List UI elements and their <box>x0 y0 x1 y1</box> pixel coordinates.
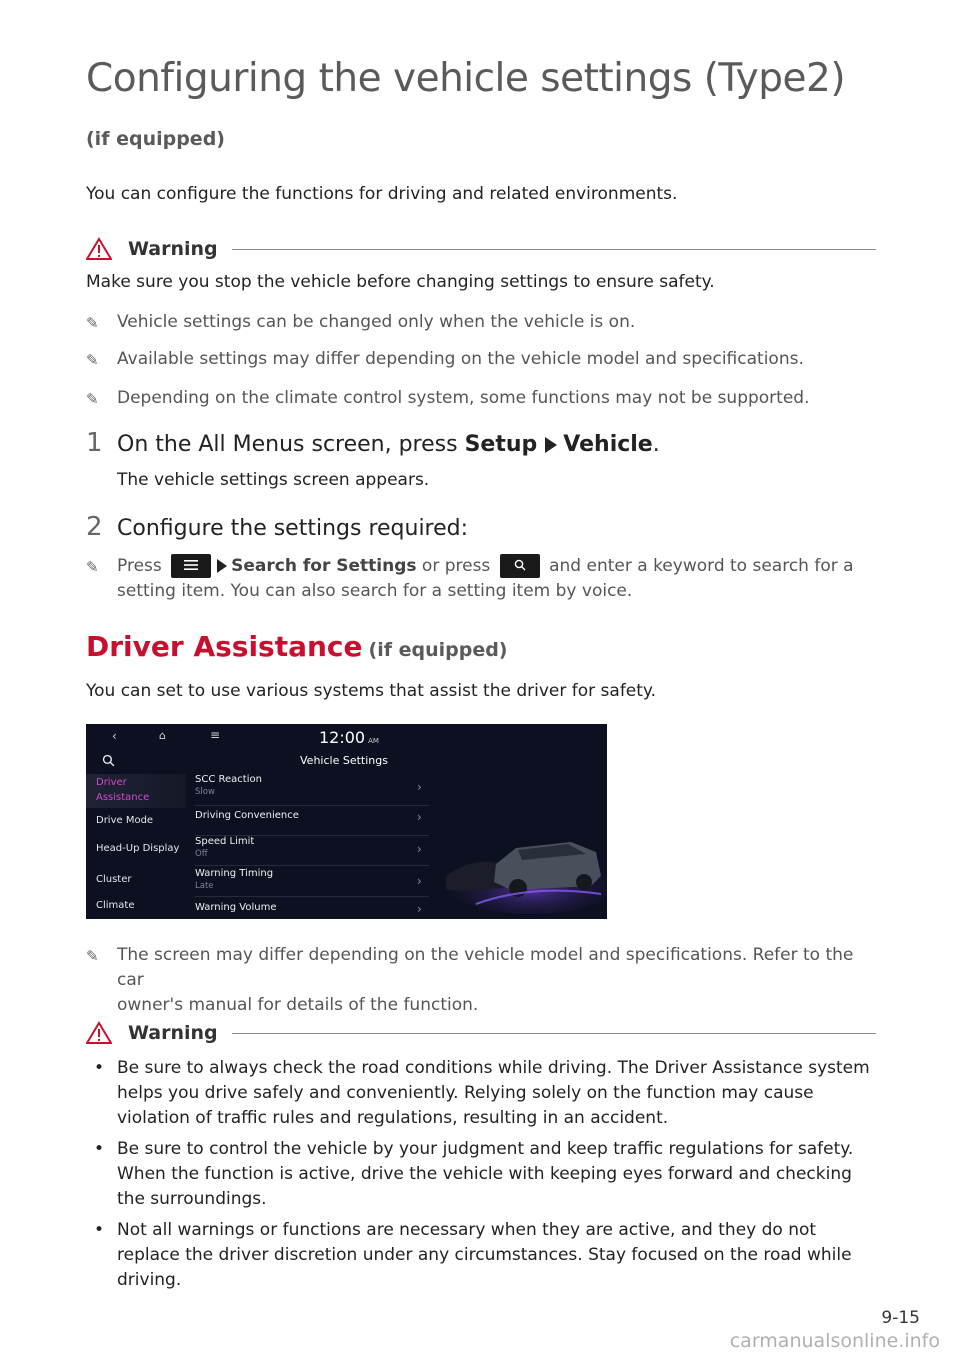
clock <box>319 728 379 747</box>
watermark: carmanualsonline.info <box>729 1330 940 1352</box>
setting-title: Driving Convenience <box>195 810 299 821</box>
pencil-icon: ✎ <box>86 351 99 369</box>
page-subtitle: (if equipped) <box>86 128 225 150</box>
section-title-text: Driver Assistance <box>86 630 363 663</box>
pencil-icon: ✎ <box>86 947 99 965</box>
arrow-right-icon <box>545 437 557 453</box>
pencil-icon: ✎ <box>86 558 99 576</box>
search-settings-label: Search for Settings <box>231 556 417 576</box>
screen-title: Vehicle Settings <box>300 754 388 767</box>
vehicle-settings-screenshot <box>86 724 607 919</box>
step-1 <box>86 428 660 458</box>
divider <box>232 249 876 250</box>
pencil-icon: ✎ <box>86 390 99 408</box>
warning-header <box>86 236 876 262</box>
menu-item-driver: Driver <box>96 777 127 788</box>
setting-value: Off <box>195 849 208 859</box>
setting-row <box>195 836 429 866</box>
menu-item-assistance: Assistance <box>96 792 150 803</box>
clock-time: 12:00 <box>319 728 366 747</box>
bullet-dot: • <box>94 1058 105 1078</box>
step-text: Configure the settings required: <box>117 516 469 541</box>
setting-row <box>195 774 429 806</box>
divider <box>232 1033 876 1034</box>
note-text: Depending on the climate control system, some functions may not be supported. <box>117 388 810 408</box>
warning-label: Warning <box>128 238 218 260</box>
bullet-text: Be sure to control the vehicle by your judgment and keep traffic regulations for safety. When the function is active, drive the vehicle with keeping eyes forward and checking the surroundings. <box>117 1139 854 1209</box>
page-title: Configuring the vehicle settings (Type2) <box>86 56 846 101</box>
setting-row <box>195 902 429 919</box>
section-title <box>86 630 508 663</box>
note-text: Vehicle settings can be changed only when the vehicle is on. <box>117 312 636 332</box>
step-prefix: On the All Menus screen, press <box>117 432 465 457</box>
menu-item-hud: Head-Up Display <box>96 843 180 854</box>
note-rest: setting item. You can also search for a setting item by voice. <box>117 581 633 601</box>
note <box>86 347 878 373</box>
pencil-icon: ✎ <box>86 314 99 332</box>
chevron-right-icon: › <box>417 810 422 824</box>
bullet-item <box>86 1218 878 1293</box>
warning-header <box>86 1020 876 1046</box>
note-text <box>117 943 878 1018</box>
menu-item-climate: Climate <box>96 900 135 911</box>
setting-row <box>195 810 429 836</box>
step-number: 2 <box>86 512 103 542</box>
setup-label: Setup <box>464 432 538 457</box>
menu-item-drive-mode: Drive Mode <box>96 815 154 826</box>
note <box>86 310 878 336</box>
warning-bullets <box>86 1056 878 1299</box>
step-2 <box>86 512 468 542</box>
search-icon <box>500 554 540 578</box>
home-icon: ⌂ <box>159 729 166 742</box>
press-text: Press <box>117 556 162 576</box>
page-number: 9-15 <box>881 1308 920 1328</box>
setting-value: Slow <box>195 787 215 797</box>
note <box>86 943 878 1018</box>
section-qualifier: (if equipped) <box>368 639 508 661</box>
bullet-dot: • <box>94 1220 105 1240</box>
note <box>86 386 878 412</box>
period: . <box>652 432 660 457</box>
note-line: owner's manual for details of the function. <box>117 995 479 1015</box>
search-icon <box>102 754 115 767</box>
setting-title: Warning Volume <box>195 902 277 913</box>
bullet-item <box>86 1137 878 1212</box>
warning-text: Make sure you stop the vehicle before changing settings to ensure safety. <box>86 272 715 292</box>
step-number: 1 <box>86 428 103 458</box>
setting-value: Late <box>195 881 214 891</box>
car-illustration <box>436 814 607 919</box>
chevron-right-icon: › <box>417 842 422 856</box>
bullet-dot: • <box>94 1139 105 1159</box>
section-intro: You can set to use various systems that assist the driver for safety. <box>86 681 656 701</box>
setting-title: Warning Timing <box>195 868 274 879</box>
note-text: Available settings may differ depending on the vehicle model and specifications. <box>117 349 804 369</box>
intro-text: You can configure the functions for driving and related environments. <box>86 184 678 204</box>
note-rest: and enter a keyword to search for a <box>543 556 854 576</box>
bullet-item <box>86 1056 878 1131</box>
clock-ampm: AM <box>368 737 379 745</box>
back-icon: ‹ <box>112 729 117 743</box>
chevron-right-icon: › <box>417 902 422 916</box>
warning-icon <box>86 237 112 261</box>
menu-icon <box>171 554 211 578</box>
chevron-right-icon: › <box>417 780 422 794</box>
arrow-right-icon <box>217 559 227 573</box>
setting-title: Speed Limit <box>195 836 255 847</box>
step-text <box>117 432 660 457</box>
chevron-right-icon: › <box>417 874 422 888</box>
step-result: The vehicle settings screen appears. <box>117 470 430 490</box>
note-text <box>117 554 878 604</box>
note-line: The screen may differ depending on the vehicle model and specifications. Refer to the car <box>117 945 854 990</box>
bullet-text: Not all warnings or functions are necessary when they are active, and they do not replace the driver discretion under any circumstances. Stay focused on the road while driving. <box>117 1220 852 1290</box>
setting-row <box>195 868 429 897</box>
bullet-text: Be sure to always check the road conditions while driving. The Driver Assistance system helps you drive safely and conveniently. Relying solely on the function may cause violation of traffic rules and regulations, resulting in an accident. <box>117 1058 870 1128</box>
warning-label: Warning <box>128 1022 218 1044</box>
menu-icon: ≡ <box>210 728 221 742</box>
note <box>86 554 878 604</box>
menu-item-cluster: Cluster <box>96 874 132 885</box>
setting-title: SCC Reaction <box>195 774 262 785</box>
warning-icon <box>86 1021 112 1045</box>
vehicle-label: Vehicle <box>563 432 653 457</box>
or-text: or press <box>416 556 496 576</box>
